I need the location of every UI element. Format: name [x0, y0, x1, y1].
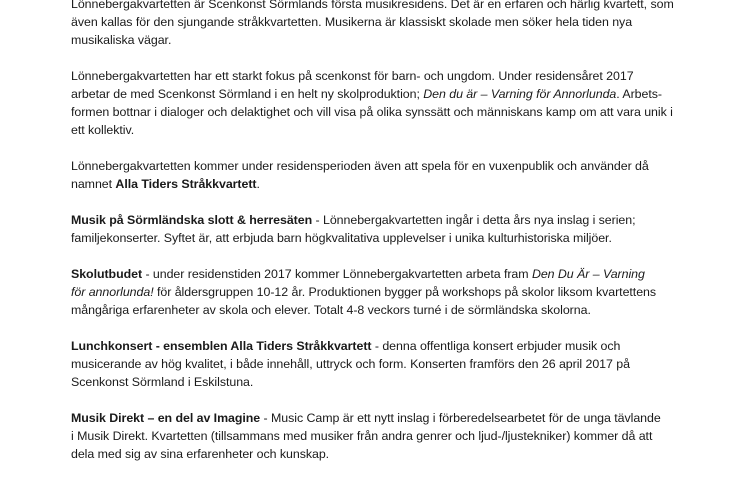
section-heading: Musik Direkt – en del av Imagine	[71, 411, 261, 425]
text-line	[71, 265, 693, 283]
text-line: musikaliska vägar.	[71, 33, 172, 47]
paragraph-focus	[71, 67, 693, 139]
text-segment: namnet	[71, 177, 116, 191]
paragraph-school	[71, 265, 693, 319]
paragraph-castles	[71, 211, 693, 247]
paragraph-adult-audience	[71, 157, 693, 193]
production-title: Den du är – Varning för Annorlunda	[423, 87, 617, 101]
text-segment: arbetar de med Scenkonst Sörmland i en helt ny skolproduktion;	[71, 87, 424, 101]
production-title: för annorlunda!	[71, 285, 154, 299]
text-line: i Musik Direkt. Kvartetten (tillsammans med musiker från andra genrer och ljud-/ljustekniker) kommer då att	[71, 429, 653, 443]
section-heading: Skolutbudet	[71, 267, 143, 281]
text-line: Lönnebergakvartetten är Scenkonst Sörmlands första musikresidens. Det är en erfaren och härlig kvartett, som	[71, 0, 674, 11]
section-heading: Musik på Sörmländska slott & herresäten	[71, 213, 313, 227]
text-line: formen bottnar i dialoger och delaktighet och vill visa på olika synssätt och människans kamp om att vara unik i	[71, 105, 673, 119]
text-line: dela med sig av sina erfarenheter och kunskap.	[71, 447, 330, 461]
text-line: familjekonserter. Syftet är, att erbjuda barn högkvalitativa upplevelser i unika kulturhistoriska miljöer.	[71, 231, 612, 245]
text-segment: - Music Camp är ett nytt inslag i förberedelsearbetet för de unga tävlande	[260, 411, 661, 425]
document-body	[71, 0, 693, 481]
text-line	[71, 85, 693, 103]
text-line: Lönnebergakvartetten har ett starkt fokus på scenkonst för barn- och ungdom. Under residensåret 2017	[71, 69, 634, 83]
text-line: mångåriga erfarenheter av skola och elever. Totalt 4-8 veckors turné i de sörmländska skolorna.	[71, 303, 591, 317]
text-line	[71, 175, 693, 193]
production-title: Den Du Är – Varning	[531, 267, 645, 281]
text-segment: för åldersgruppen 10-12 år. Produktionen bygger på workshops på skolor liksom kvartettens	[153, 285, 657, 299]
text-segment: - Lönnebergakvartetten ingår i detta års nya inslag i serien;	[312, 213, 636, 227]
text-line	[71, 283, 693, 301]
paragraph-lunch-concert	[71, 337, 693, 391]
text-line: Lönnebergakvartetten kommer under residensperioden även att spela för en vuxenpublik och använder då	[71, 159, 649, 173]
text-line: ett kollektiv.	[71, 123, 135, 137]
text-segment: - under residenstiden 2017 kommer Lönnebergakvartetten arbeta fram	[142, 267, 532, 281]
ensemble-name: Alla Tiders Stråkkvartett	[115, 177, 257, 191]
text-line	[71, 337, 693, 355]
text-segment: - denna offentliga konsert erbjuder musik och	[371, 339, 621, 353]
text-segment: . Arbets-	[616, 87, 662, 101]
paragraph-musik-direkt	[71, 409, 693, 463]
text-line: musicerande av hög kvalitet, i både innehåll, uttryck och form. Konserten framförs den 26 april 2017 på	[71, 357, 630, 371]
section-heading: Lunchkonsert - ensemblen Alla Tiders Stråkkvartett	[71, 339, 372, 353]
paragraph-intro	[71, 0, 693, 49]
text-segment: .	[256, 177, 260, 191]
text-line: Scenkonst Sörmland i Eskilstuna.	[71, 375, 254, 389]
text-line	[71, 211, 693, 229]
text-line	[71, 409, 693, 427]
text-line: även kallas för den sjungande stråkkvartetten. Musikerna är klassiskt skolade men söker hela tiden nya	[71, 15, 633, 29]
